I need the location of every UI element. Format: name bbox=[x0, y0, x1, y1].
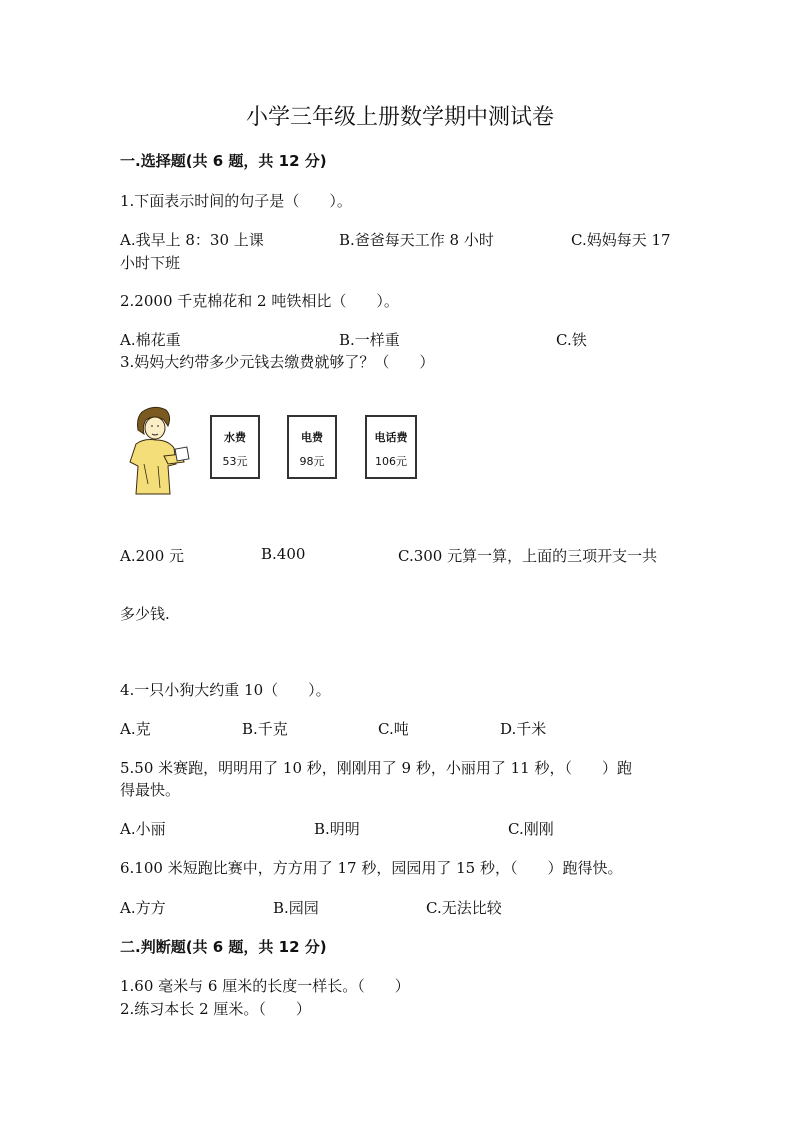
fee-card-amount: 98元 bbox=[299, 455, 325, 468]
fee-card-label: 电话费 bbox=[374, 431, 408, 444]
woman-figure-illustration bbox=[124, 404, 190, 496]
question-4-option-a: A.克 bbox=[120, 720, 151, 738]
section-heading-choice: 一.选择题(共 6 题，共 12 分) bbox=[120, 152, 327, 170]
page-title: 小学三年级上册数学期中测试卷 bbox=[245, 105, 554, 130]
question-2-option-a: A.棉花重 bbox=[120, 331, 181, 349]
question-6-option-b: B.园园 bbox=[273, 899, 319, 917]
question-5-option-c: C.刚刚 bbox=[508, 820, 554, 838]
question-1-option-b: B.爸爸每天工作 8 小时 bbox=[339, 231, 494, 249]
judge-question-1: 1.60 毫米与 6 厘米的长度一样长。（ ） bbox=[120, 977, 410, 995]
section-heading-true-false: 二.判断题(共 6 题，共 12 分) bbox=[120, 938, 327, 956]
question-1-option-c: C.妈妈每天 17 bbox=[571, 231, 671, 249]
question-4-option-d: D.千米 bbox=[500, 720, 547, 738]
question-4-option-b: B.千克 bbox=[242, 720, 288, 738]
question-3-option-b: B.400 bbox=[261, 545, 306, 563]
question-6-option-a: A.方方 bbox=[120, 899, 166, 917]
fee-card-electricity bbox=[287, 415, 337, 479]
question-2-option-b: B.一样重 bbox=[339, 331, 400, 349]
fee-card-amount: 106元 bbox=[375, 455, 407, 468]
question-5-option-b: B.明明 bbox=[314, 820, 360, 838]
fee-card-label: 水费 bbox=[224, 431, 246, 444]
judge-question-2: 2.练习本长 2 厘米。（ ） bbox=[120, 1000, 311, 1018]
question-2-stem: 2.2000 千克棉花和 2 吨铁相比（ ）。 bbox=[120, 292, 399, 310]
question-3-option-a: A.200 元 bbox=[120, 547, 184, 565]
question-4-stem: 4.一只小狗大约重 10（ ）。 bbox=[120, 681, 331, 699]
question-5-stem: 5.50 米赛跑，明明用了 10 秒，刚刚用了 9 秒，小丽用了 11 秒，（ ）跑 bbox=[120, 759, 632, 777]
question-1-stem: 1.下面表示时间的句子是（ ）。 bbox=[120, 192, 352, 210]
question-5-stem-continued: 得最快。 bbox=[120, 781, 181, 799]
question-4-option-c: C.吨 bbox=[378, 720, 409, 738]
fee-card-water bbox=[210, 415, 260, 479]
question-6-stem: 6.100 米短跑比赛中，方方用了 17 秒，园园用了 15 秒，（ ）跑得快。 bbox=[120, 859, 623, 877]
fee-card-label: 电费 bbox=[301, 431, 323, 444]
question-5-option-a: A.小丽 bbox=[120, 820, 166, 838]
question-1-option-a: A.我早上 8：30 上课 bbox=[120, 231, 264, 249]
question-2-option-c: C.铁 bbox=[556, 331, 587, 349]
question-3-option-c-continued: 多少钱. bbox=[120, 605, 170, 623]
question-3-option-c: C.300 元算一算，上面的三项开支一共 bbox=[398, 547, 658, 565]
question-6-option-c: C.无法比较 bbox=[426, 899, 502, 917]
fee-card-phone bbox=[365, 415, 417, 479]
question-1-option-c-continued: 小时下班 bbox=[120, 254, 181, 272]
fee-card-amount: 53元 bbox=[222, 455, 248, 468]
question-3-stem: 3.妈妈大约带多少元钱去缴费就够了？（ ） bbox=[120, 353, 435, 371]
